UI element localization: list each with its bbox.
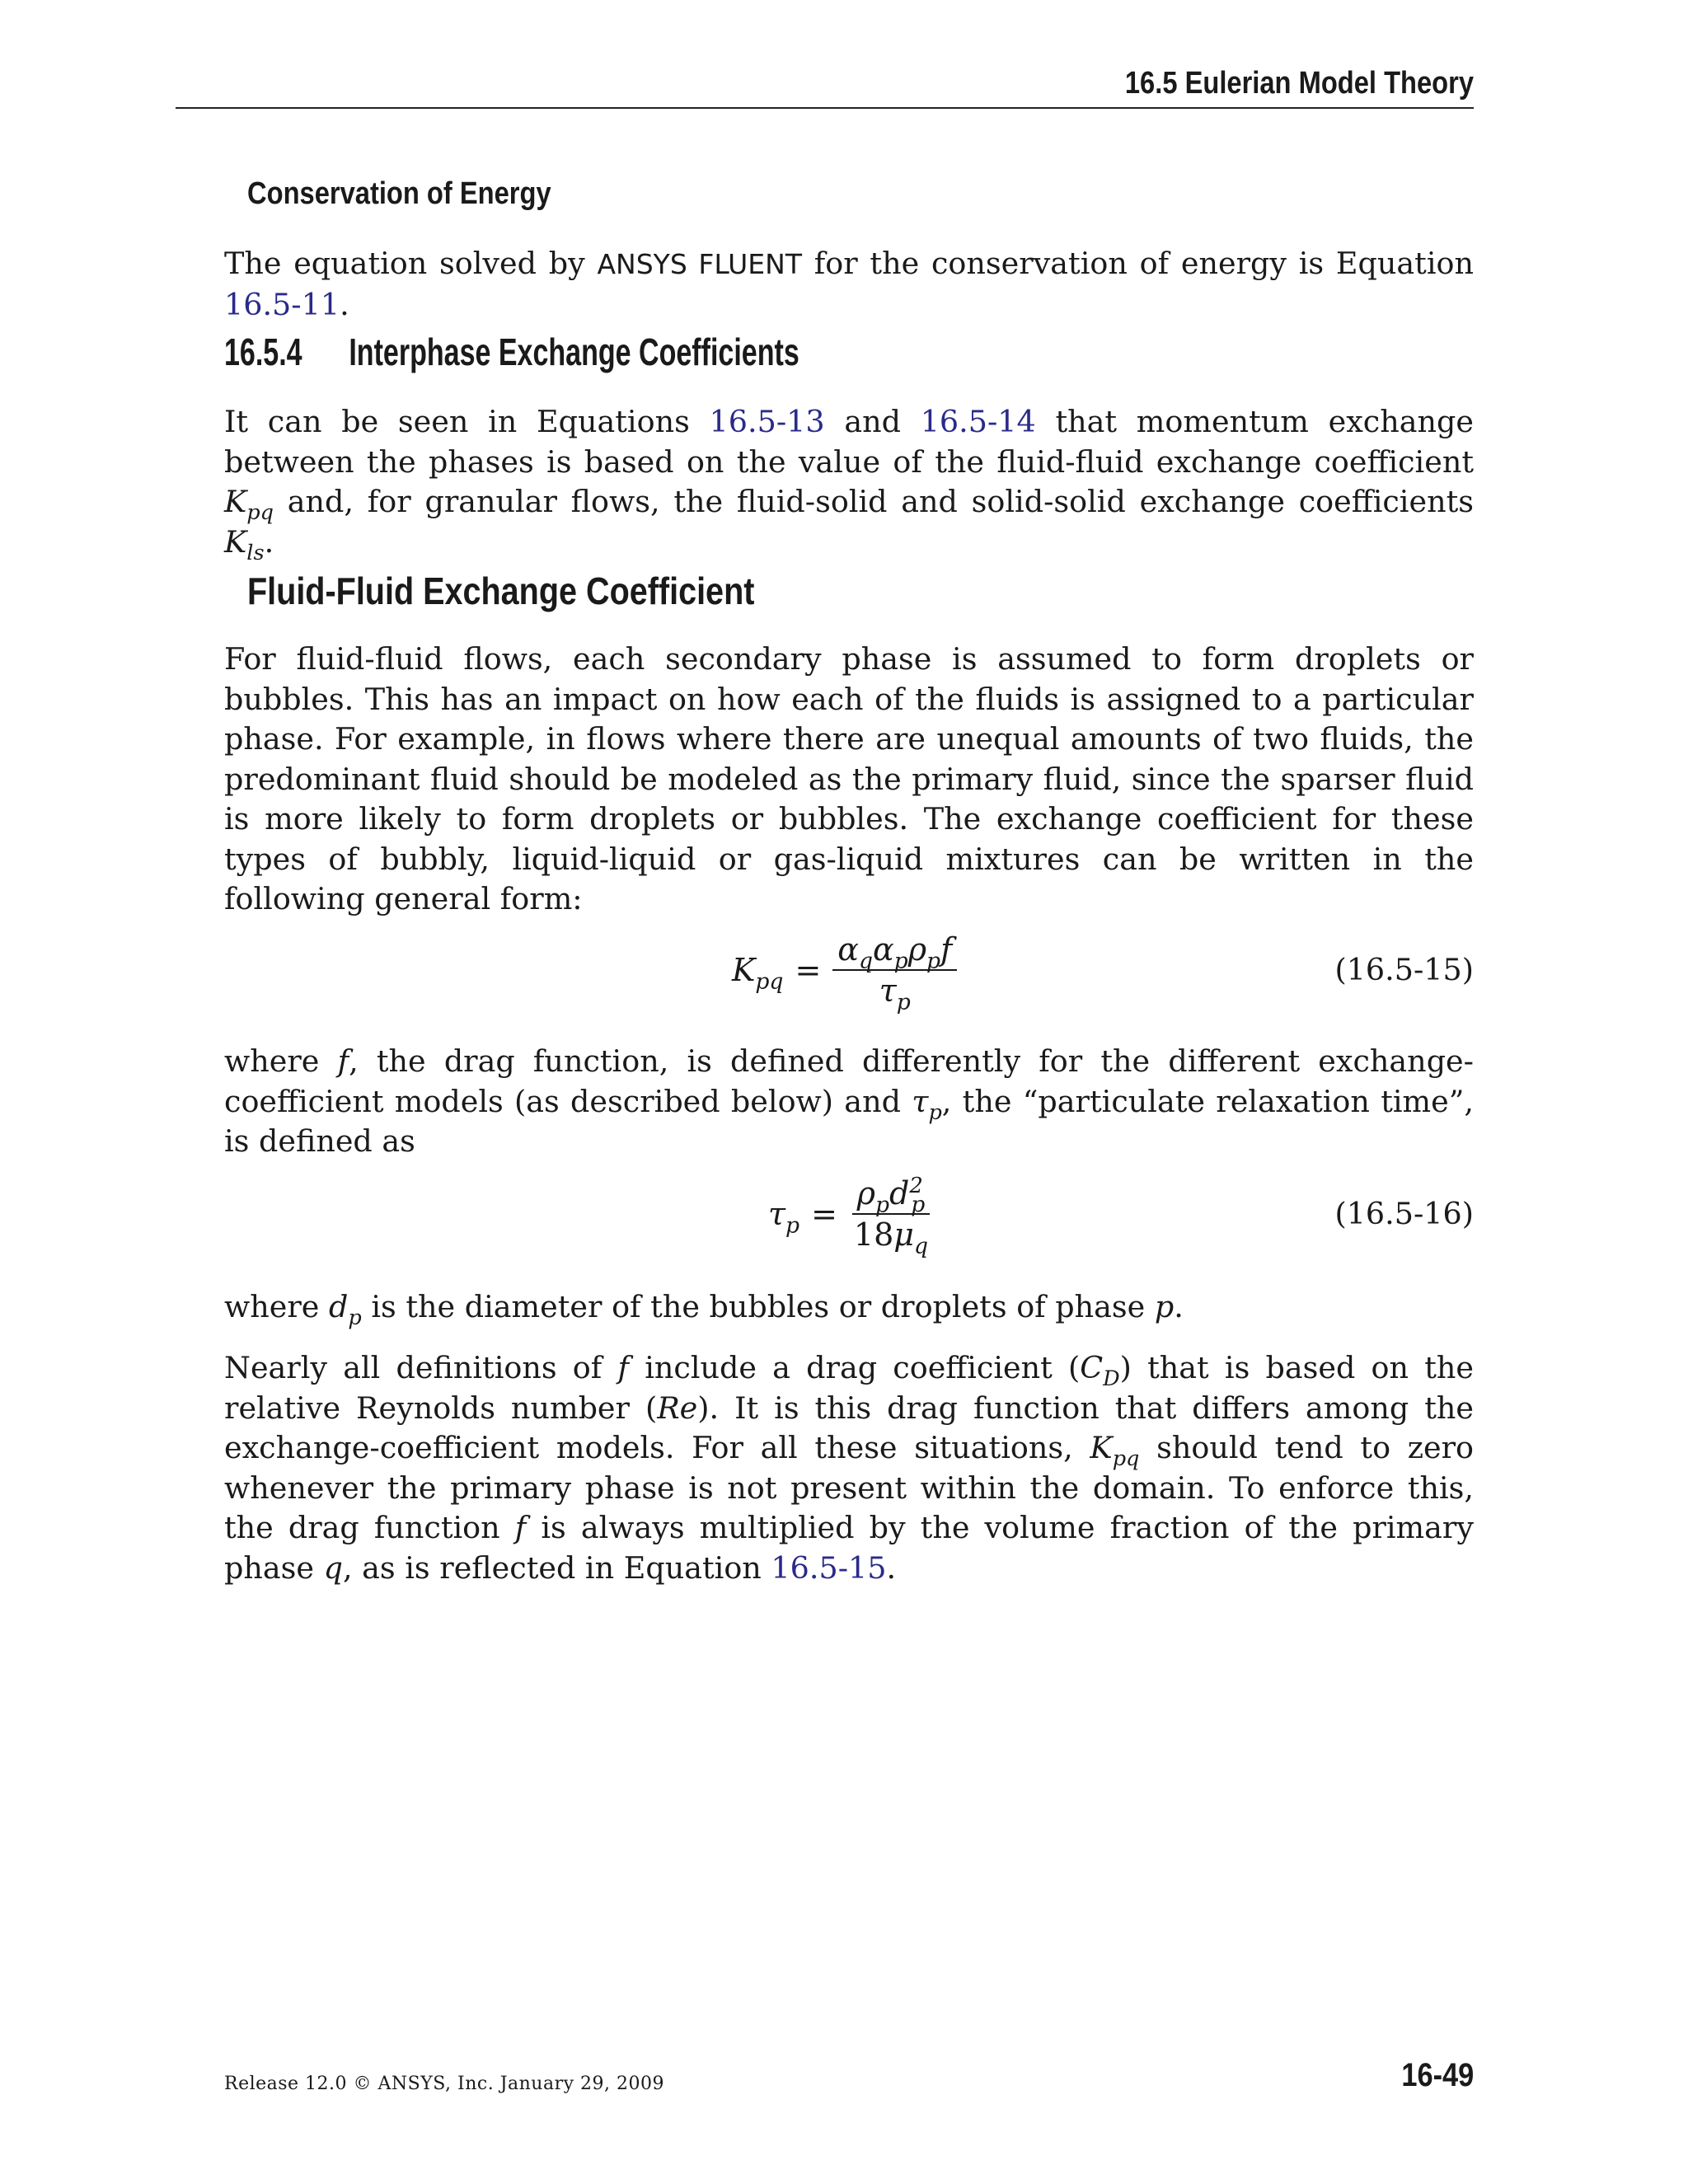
equation-link-16-5-13[interactable]: 16.5-13 <box>709 404 825 439</box>
paragraph-fluid-fluid: For fluid-fluid flows, each secondary phase is assumed to form droplets or bubbles. This has an impact on how each of the fluids is assigned to a particular phase. For example, in flows where there are unequal amounts of two fluids, the predominant fluid should be modeled as the primary fluid, since the sparser fluid is more likely to form droplets or bubbles. The exchange coefficient for these types of bubbly, liquid-liquid or gas-liquid mixtures can be written in the following general form: <box>224 641 1474 916</box>
numerator: $\rho_pd^2_p$ <box>852 1174 931 1215</box>
subheading-fluid-fluid: Fluid-Fluid Exchange Coefficient <box>247 569 755 612</box>
equation-lhs: $\tau_p$ <box>768 1196 800 1239</box>
paragraph-drag-coefficient: Nearly all definitions of f include a drag coefficient $(C_D)$ that is based on the relative Reynolds number (Re). It is this drag function that differs among the exchange-coefficient models. For all these situations, $K_{pq}$ should tend to zero whenever the primary phase is not present within the domain. To enforce this, the drag function f is always multiplied by the volume fraction of the primary phase q, as is reflected in Equation 16.5-15. <box>224 1350 1474 1586</box>
paragraph-diameter: where $d_p$ is the diameter of the bubbles or droplets of phase p. <box>224 1289 1184 1330</box>
fraction <box>849 1173 933 1259</box>
equation-number: (16.5-15) <box>1334 952 1474 987</box>
section-title: Interphase Exchange Coefficients <box>349 330 799 373</box>
equation-lhs: $K_{pq}$ <box>732 952 784 995</box>
equation-16-5-16: $\tau_p$ = $\frac{\rho_pd^2_p}{18\mu_q}$ (16.5-16) <box>224 1160 1474 1268</box>
footer-release: Release 12.0 © ANSYS, Inc. January 29, 2009 <box>224 2074 664 2094</box>
page-number: 16-49 <box>1401 2057 1474 2093</box>
equation-link-16-5-14[interactable]: 16.5-14 <box>920 404 1036 439</box>
denominator: $\tau_p$ <box>879 972 911 1015</box>
equation-link-16-5-15[interactable]: 16.5-15 <box>771 1549 887 1586</box>
fraction <box>832 930 957 1015</box>
subheading-conservation-energy: Conservation of Energy <box>247 176 551 211</box>
paragraph-drag-function: where f, the drag function, is defined differently for the different exchange-coefficient models (as described below) and $\tau_p$, the “particulate relaxation time”, is defined as <box>224 1043 1475 1159</box>
running-header <box>176 59 1474 109</box>
product-name: ANSYS FLUENT <box>597 248 802 280</box>
paragraph-energy: The equation solved by ANSYS FLUENT for the conservation of energy is Equation 16.5-11. <box>224 246 1475 322</box>
equation-16-5-15: $K_{pq}$ = $\frac{\alpha_q\alpha_p\rho_pf}{\tau_p}$ (16.5-15) <box>224 916 1474 1024</box>
numerator: $\alpha_q\alpha_p\rho_pf$ <box>832 930 957 971</box>
running-header-title: 16.5 Eulerian Model Theory <box>1124 66 1474 101</box>
section-heading <box>224 330 978 374</box>
equation-link-16-5-11[interactable]: 16.5-11 <box>224 286 340 322</box>
paragraph-interphase: It can be seen in Equations 16.5-13 and 16.5-14 that momentum exchange between the phases is based on the value of the fluid-fluid exchange coefficient $K_{pq}$ and, for granular flows, the fluid-solid and solid-solid exchange coefficients $K_{ls}$. <box>224 404 1474 565</box>
section-number: 16.5.4 <box>224 330 302 373</box>
equation-number: (16.5-16) <box>1334 1196 1474 1231</box>
denominator: $18\mu_q$ <box>853 1216 928 1259</box>
